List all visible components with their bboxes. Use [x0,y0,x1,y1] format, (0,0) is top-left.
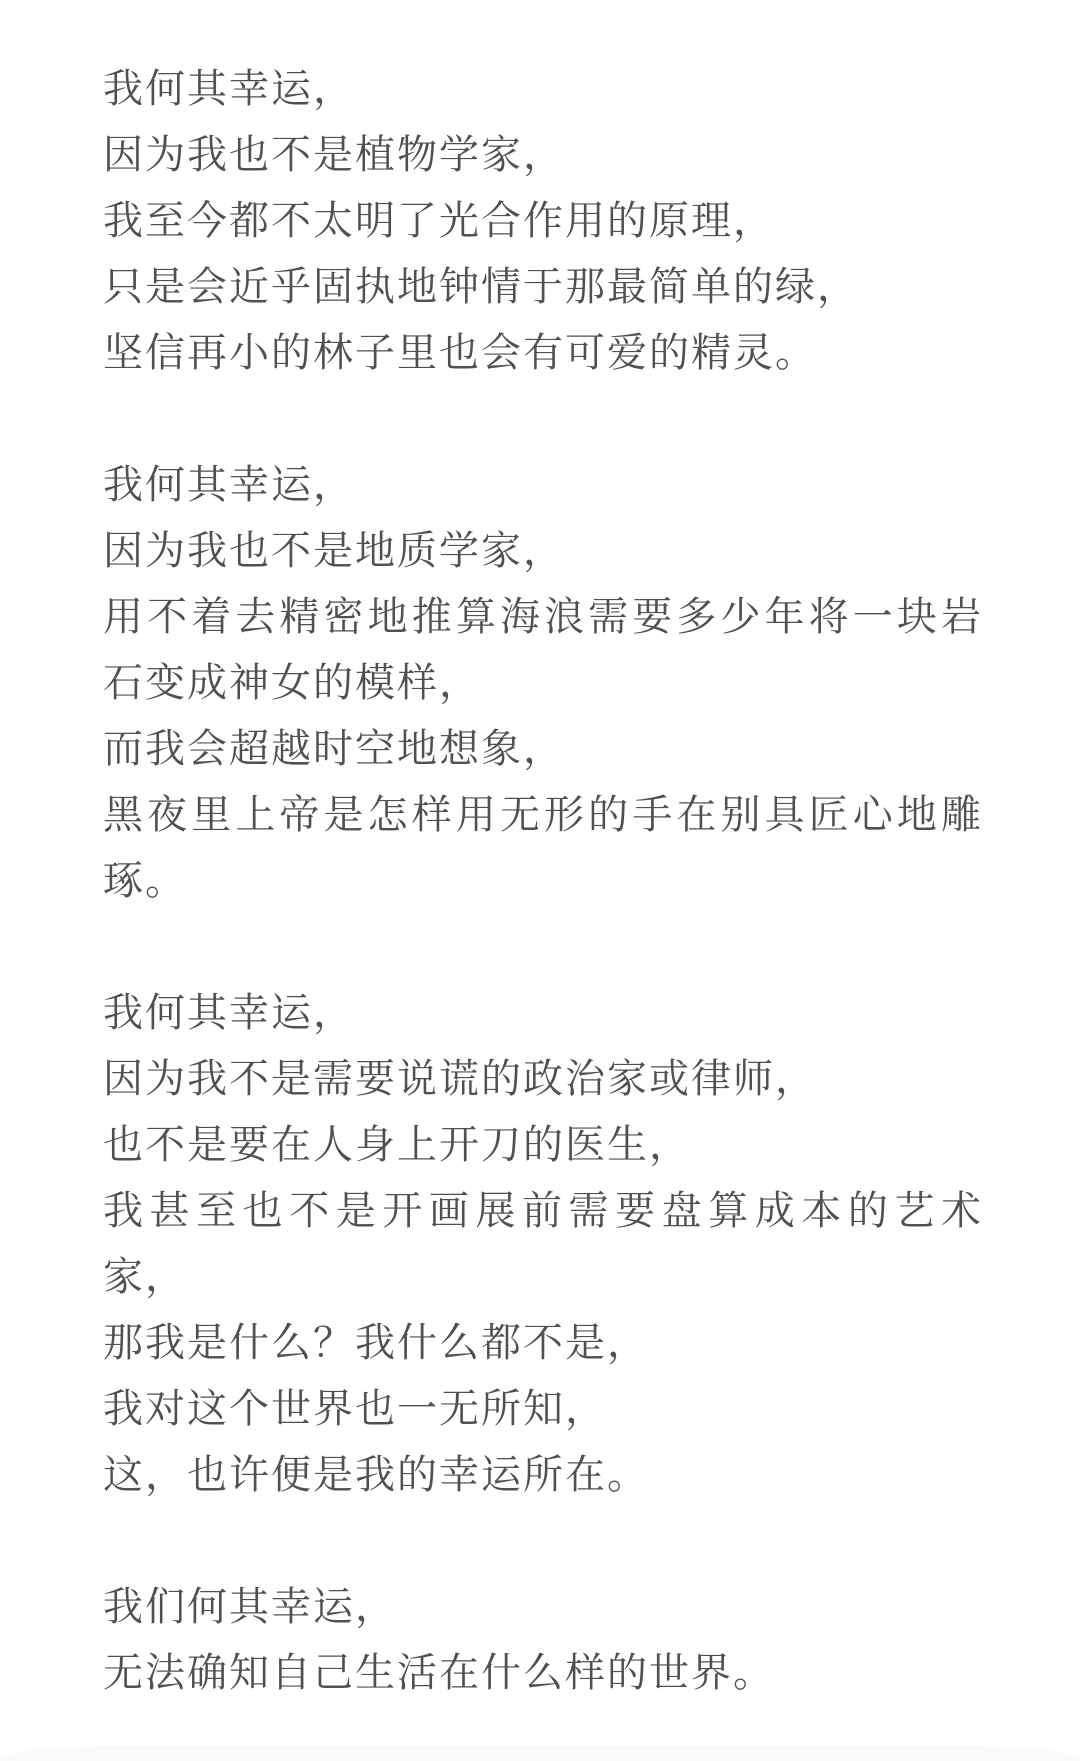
poem-line: 我何其幸运， [103,463,355,507]
poem-line: 用不着去精密地推算海浪需要多少年将一块岩 [103,595,981,639]
poem-line: 我何其幸运， [103,991,355,1035]
poem-line: 石变成神女的模样， [103,661,481,705]
poem-stanza [103,1574,981,1706]
poem-line: 因为我不是需要说谎的政治家或律师， [103,1057,817,1101]
poem-line: 我们何其幸运， [103,1585,397,1629]
poem-line: 我对这个世界也一无所知， [103,1387,607,1431]
poem-stanza [103,56,981,386]
poem-line: 无法确知自己生活在什么样的世界。 [103,1651,775,1695]
poem-line: 因为我也不是植物学家， [103,133,565,177]
poem-line: 因为我也不是地质学家， [103,529,565,573]
poem-line: 这，也许便是我的幸运所在。 [103,1453,649,1497]
poem-line: 黑夜里上帝是怎样用无形的手在别具匠心地雕 [103,793,981,837]
poem-line: 也不是要在人身上开刀的医生， [103,1123,691,1167]
poem-stanza [103,452,981,914]
poem-line: 那我是什么？我什么都不是， [103,1321,649,1365]
poem-line: 我至今都不太明了光合作用的原理， [103,199,775,243]
poem-line: 琢。 [103,859,187,903]
poem-line: 只是会近乎固执地钟情于那最简单的绿， [103,265,859,309]
poem-line: 我甚至也不是开画展前需要盘算成本的艺术 [103,1189,981,1233]
poem-line: 我何其幸运， [103,67,355,111]
poem-line: 家， [103,1255,187,1299]
poem-line: 坚信再小的林子里也会有可爱的精灵。 [103,331,817,375]
poem-stanza [103,980,981,1508]
next-card-top-edge [0,1746,1080,1761]
poem-line: 而我会超越时空地想象， [103,727,565,771]
